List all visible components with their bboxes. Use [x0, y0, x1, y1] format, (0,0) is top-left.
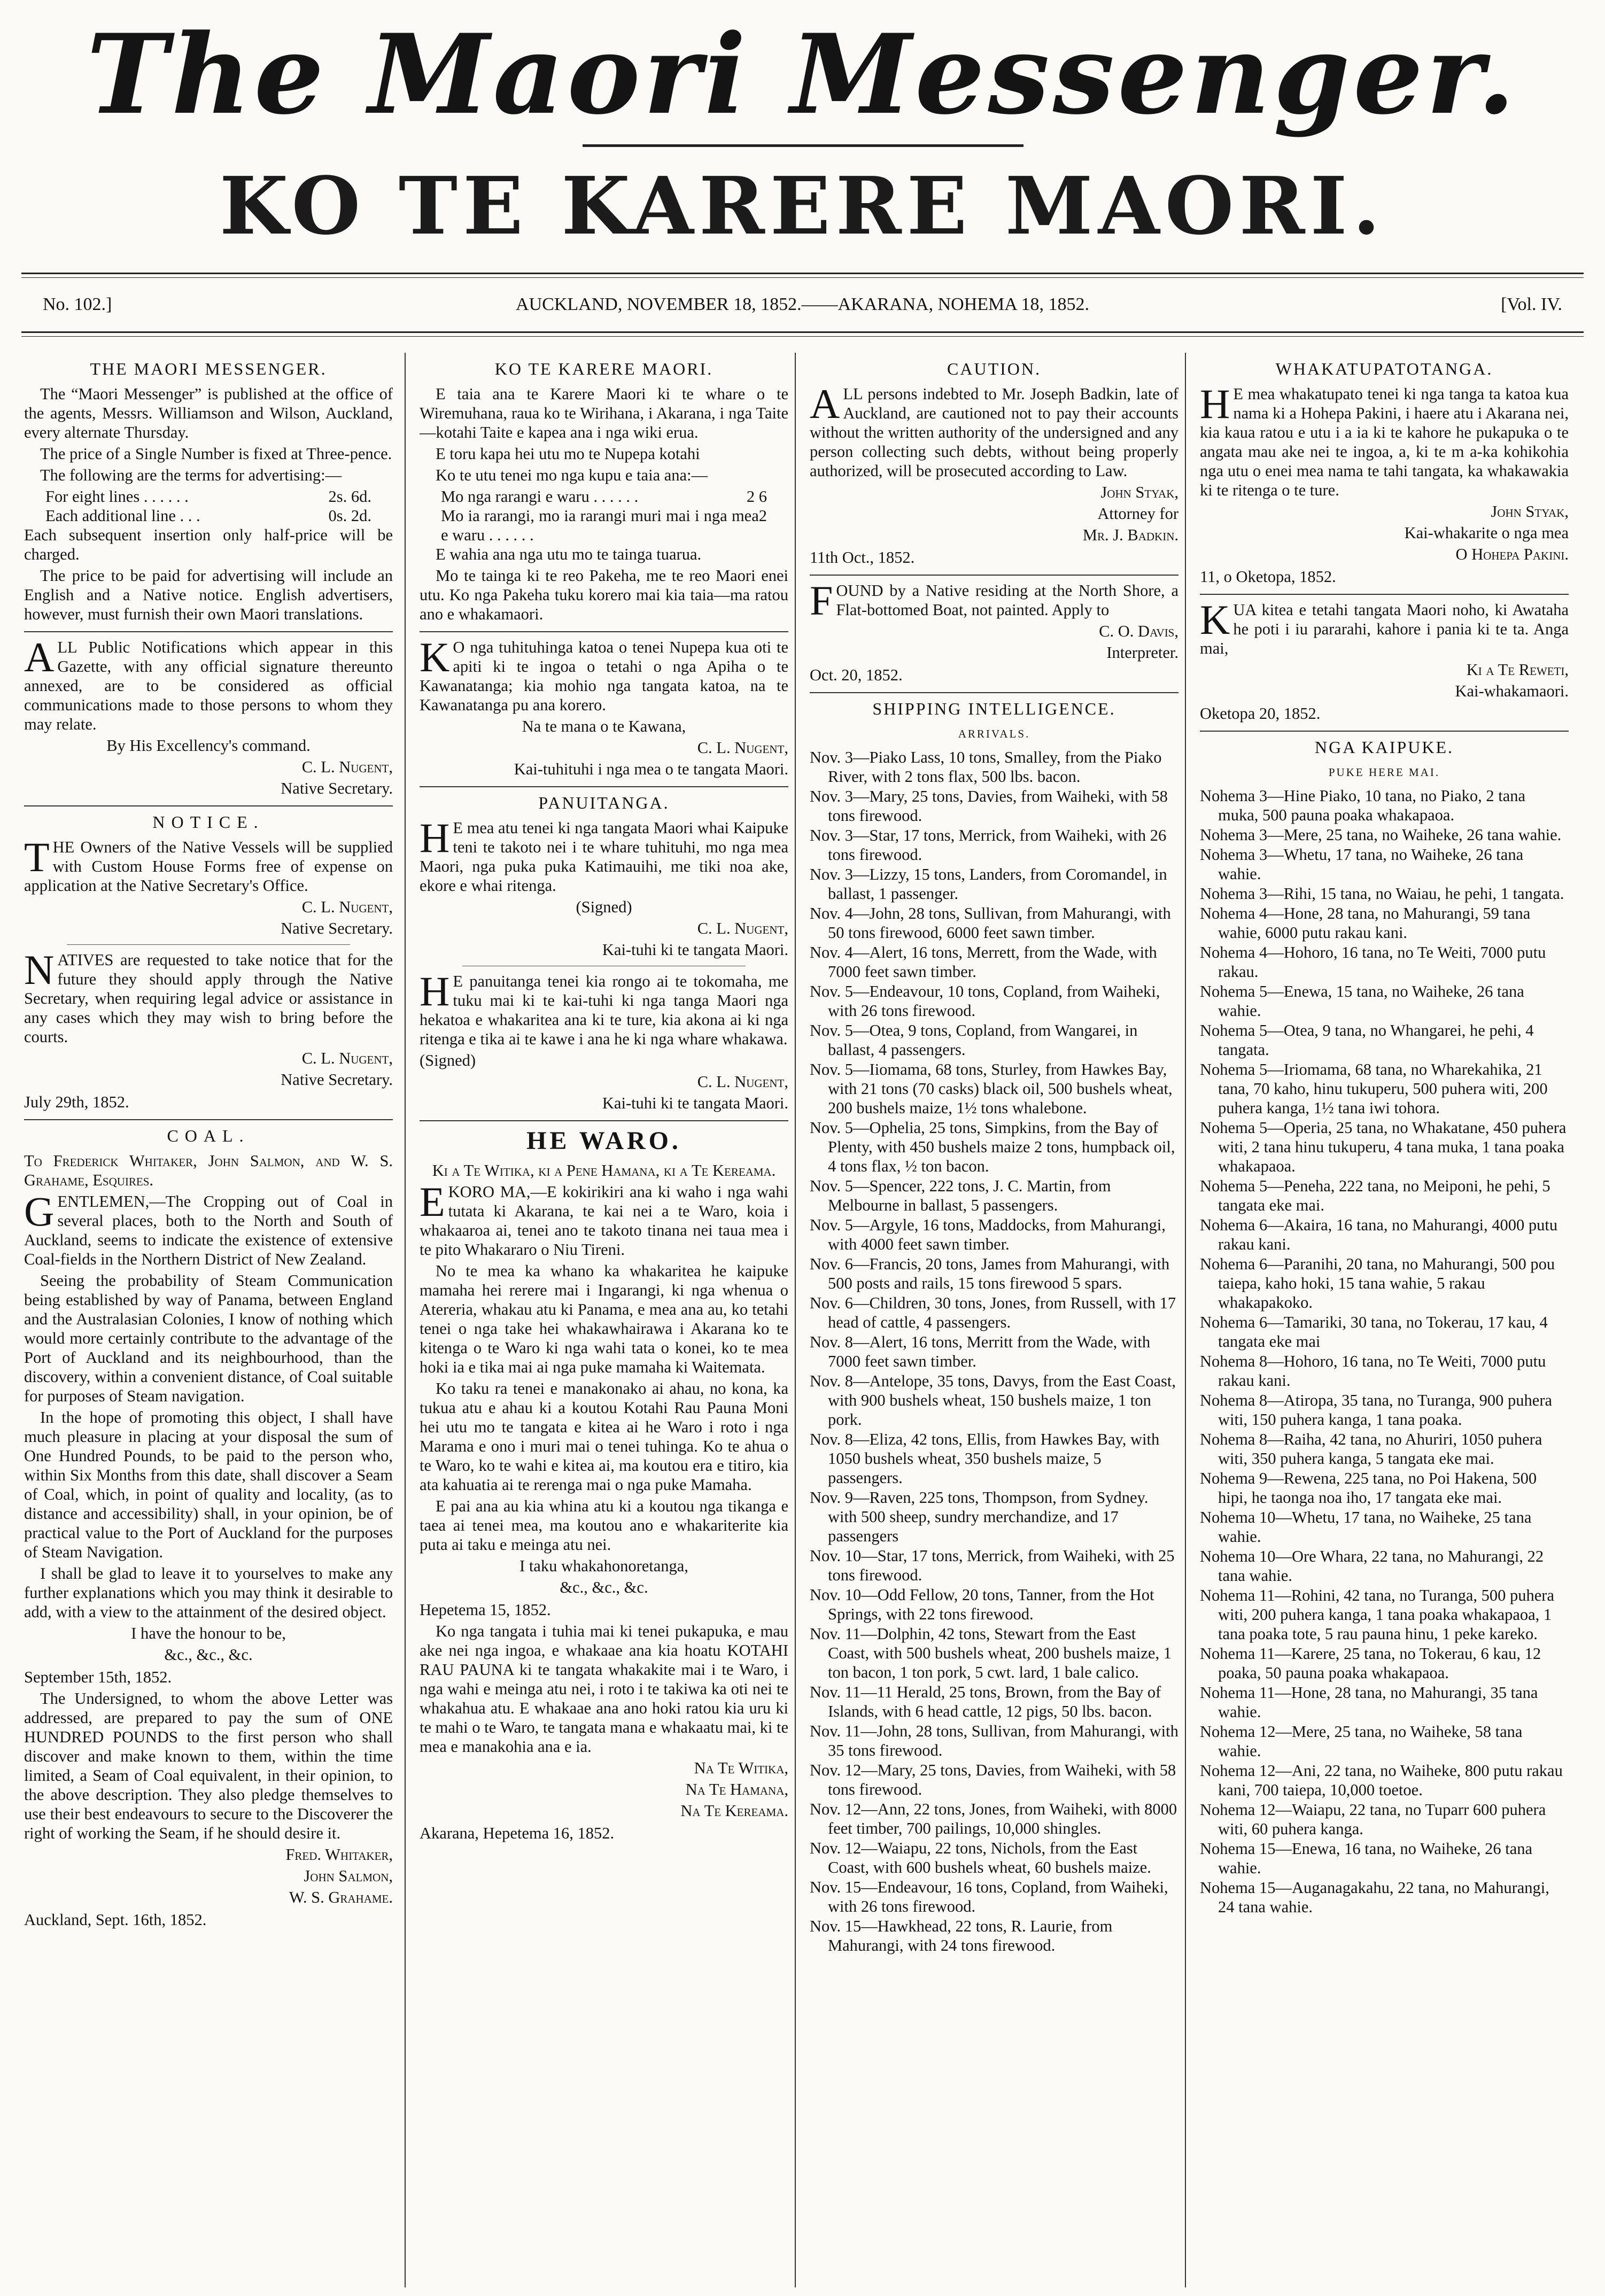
- rate-value: 2 6: [746, 487, 767, 506]
- section-rule: [67, 944, 350, 945]
- paragraph: The following are the terms for advertising:—: [40, 466, 342, 484]
- arrival-entry: Nohema 10—Ore Whara, 22 tana, no Mahurangi, 22 tana wahie.: [1200, 1547, 1544, 1585]
- section-rule: [420, 786, 788, 787]
- issue-date: AUCKLAND, NOVEMBER 18, 1852.——AKARANA, NOHEMA 18, 1852.: [516, 294, 1089, 314]
- arrival-entry: Nohema 6—Akaira, 16 tana, no Mahurangi, 4000 putu rakau kani.: [1200, 1216, 1558, 1253]
- arrival-entry: Nohema 11—Rohini, 42 tana, no Turanga, 500 puhera witi, 200 puhera kanga, 1 tana poaka whakapaoa, 1 tana poaka tote, 5 rau pauna hinu, 1 peke kareko.: [1200, 1586, 1555, 1643]
- paragraph: KO nga tuhituhinga katoa o tenei Nupepa kua oti te apiti ki te ingoa o tetahi o nga Apiha o te Kawanatanga; kia mohio nga tangata katoa, na te Kawanatanga pu ana korero.: [420, 634, 788, 714]
- addressee: To Frederick Whitaker, John Salmon, and W. S. Grahame, Esquires.: [24, 1152, 393, 1189]
- paragraph: The price of a Single Number is fixed at Three-pence.: [40, 445, 392, 463]
- date: July 29th, 1852.: [24, 1093, 129, 1111]
- paragraph: No te mea ka whano ka whakaritea he kaipuke mamaha hei rerere mai i Ingarangi, ki nga whenua o Atereria, whakau atu ki Panama, e mea ana au, ko tetahi tenei o nga take hei whakawhairawa i Akarana ko te kitenga o te Waro ki nga wahi tata o konei, ko te mea hoki ia e tika mai ai nga puke mamaha ki Waitemata.: [420, 1262, 788, 1376]
- arrival-entry: Nov. 15—Endeavour, 16 tons, Copland, from Waiheki, with 26 tons firewood.: [810, 1878, 1168, 1915]
- arrival-entry: Nohema 11—Karere, 25 tana, no Tokerau, 6 kau, 12 poaka, 50 pauna poaka whakapaoa.: [1200, 1645, 1541, 1682]
- newspaper-title: The Maori Messenger.: [86, 11, 1519, 139]
- column-4: [1200, 355, 1569, 2287]
- header-rule-bottom: [21, 331, 1584, 337]
- arrival-entry: Nov. 3—Star, 17 tons, Merrick, from Waiheki, with 26 tons firewood.: [810, 826, 1167, 864]
- arrival-entry: Nov. 8—Eliza, 42 tons, Ellis, from Hawkes Bay, with 1050 bushels wheat, 350 bushels maize, 5 passengers.: [810, 1430, 1160, 1487]
- addressee: Ki a Te Witika, ki a Pene Hamana, ki a Te Kereama.: [432, 1161, 776, 1180]
- arrival-entry: Nohema 15—Auganagakahu, 22 tana, no Mahurangi, 24 tana wahie.: [1200, 1879, 1549, 1916]
- rate-value: 2: [758, 507, 767, 525]
- signature-title: Interpreter.: [1106, 643, 1178, 662]
- paragraph: HE panuitanga tenei kia rongo ai te tokomaha, me tuku mai ki te kai-tuhi ki nga tanga Maori nga hekatoa e whakaritea ana ki te ture, kia akona ai ki nga ritenga e tika ai te kawe i ana he ki nga whare whakawa.: [420, 968, 788, 1048]
- column-3: [810, 355, 1178, 2287]
- arrival-entry: Nohema 8—Atiropa, 35 tana, no Turanga, 900 puhera witi, 150 puhera kanga, 1 tana poaka.: [1200, 1391, 1553, 1429]
- arrival-entry: Nohema 3—Hine Piako, 10 tana, no Piako, 2 tana muka, 500 pauna poaka whakapaoa.: [1200, 787, 1526, 824]
- signature: C. L. Nugent,: [697, 919, 788, 937]
- arrival-entry: Nov. 11—11 Herald, 25 tons, Brown, from the Bay of Islands, with 6 head cattle, 12 pigs, 50 lbs. bacon.: [810, 1683, 1161, 1720]
- arrival-entry: Nohema 6—Paranihi, 20 tana, no Mahurangi, 500 pou taiepa, kaho hoki, 15 tana wahie, 5 rakau whakapakoko.: [1200, 1255, 1555, 1312]
- arrival-entry: Nov. 4—John, 28 tons, Sullivan, from Mahurangi, with 50 tons firewood, 6000 feet sawn timber.: [810, 904, 1171, 942]
- column-divider: [1185, 353, 1186, 2287]
- arrival-entry: Nohema 15—Enewa, 16 tana, no Waiheke, 26 tana wahie.: [1200, 1840, 1533, 1877]
- signature: John Salmon,: [304, 1867, 393, 1885]
- paragraph: In the hope of promoting this object, I shall have much pleasure in placing at your disposal the sum of One Hundred Pounds, to be paid to the person who, within Six Months from this date, shall discover a Seam of Coal, which, in point of quality and locality, (as to distance and accessibility) shall, in your opinion, be of practical value to the Port of Auckland for the purposes of Steam Navigation.: [24, 1408, 393, 1561]
- arrival-entry: Nov. 3—Piako Lass, 10 tons, Smalley, from the Piako River, with 2 tons flax, 500 lbs. bacon.: [810, 748, 1162, 786]
- arrival-entry: Nov. 12—Ann, 22 tons, Jones, from Waiheki, with 8000 feet timber, 700 pailings, 10,000 shingles.: [810, 1800, 1177, 1837]
- paragraph: E pai ana au kia whina atu ki a koutou nga tikanga e taea ai tenei mea, ma koutou ano e whakariterite kia puta ai taku e meinga atu nei.: [420, 1497, 788, 1554]
- rate-row: [24, 487, 393, 506]
- paragraph: &c., &c., &c.: [560, 1578, 648, 1596]
- paragraph: I shall be glad to leave it to yourselves to make any further explanations which you may think it desirable to add, with a view to the attainment of the desired object.: [24, 1564, 393, 1621]
- signature-title: Native Secretary.: [281, 779, 393, 797]
- arrival-entry: Nohema 10—Whetu, 17 tana, no Waiheke, 25 tana wahie.: [1200, 1508, 1532, 1546]
- signature: C. L. Nugent,: [697, 1073, 788, 1091]
- arrival-entry: Nohema 12—Waiapu, 22 tana, no Tuparr 600 puhera witi, 60 puhera kanga.: [1200, 1801, 1546, 1838]
- paragraph: HE mea atu tenei ki nga tangata Maori whai Kaipuke teni te takoto nei i te whare tuhituhi, mo nga mea Maori, nga puka puka Katimauihi, me tiki noa ake, ekore e whai ritenga.: [420, 815, 788, 895]
- signature-title: Kai-tuhi ki te tangata Maori.: [602, 1094, 788, 1112]
- section-rule: [1200, 731, 1569, 732]
- volume-number: [Vol. IV.: [1501, 294, 1562, 314]
- paragraph: E wahia ana nga utu mo te tainga tuarua.: [436, 545, 702, 563]
- arrival-entry: Nohema 5—Operia, 25 tana, no Whakatane, 450 puhera witi, 2 tana hinu tukuperu, 4 tana muka, 1 tana poaka whakapaoa.: [1200, 1119, 1567, 1175]
- arrival-entry: Nov. 9—Raven, 225 tons, Thompson, from Sydney. with 500 sheep, sundry merchandize, and 17 passengers: [810, 1488, 1149, 1545]
- date: Akarana, Hepetema 16, 1852.: [420, 1824, 615, 1842]
- column-divider: [405, 353, 406, 2287]
- paragraph: ALL Public Notifications which appear in this Gazette, with any official signature thereunto annexed, are to be considered as official communications made to those persons to whom they may relate.: [24, 634, 393, 733]
- date: 11, o Oketopa, 1852.: [1200, 568, 1336, 586]
- section-rule: [810, 692, 1178, 693]
- rate-label: For eight lines . . . . . .: [45, 487, 189, 506]
- arrival-entry: Nov. 6—Francis, 20 tons, James from Mahurangi, with 500 posts and rails, 15 tons firewood 5 spars.: [810, 1255, 1170, 1292]
- date: Oct. 20, 1852.: [810, 666, 903, 684]
- rate-value: 0s. 2d.: [328, 507, 371, 525]
- paragraph: The “Maori Messenger” is published at the office of the agents, Messrs. Williamson and Wilson, Auckland, every alternate Thursday.: [24, 385, 393, 441]
- signature: Fred. Whitaker,: [285, 1845, 393, 1864]
- heading-he-waro: HE WARO.: [526, 1127, 681, 1155]
- column-divider: [795, 353, 796, 2287]
- signature-title: Mr. J. Badkin.: [1082, 526, 1178, 544]
- arrival-entry: Nohema 5—Iriomama, 68 tana, no Wharekahika, 21 tana, 70 kaho, hinu tukuperu, 500 puhera witi, 200 puhera kanga, 1½ tana iwi tohora.: [1200, 1060, 1548, 1117]
- heading-karere-maori: KO TE KARERE MAORI.: [494, 359, 714, 378]
- arrival-entry: Nov. 4—Alert, 16 tons, Merrett, from the Wade, with 7000 feet sawn timber.: [810, 943, 1157, 981]
- date: 11th Oct., 1852.: [810, 548, 915, 567]
- arrival-entry: Nov. 3—Mary, 25 tons, Davies, from Waiheki, with 58 tons firewood.: [810, 787, 1168, 825]
- arrival-entry: Nohema 3—Rihi, 15 tana, no Waiau, he pehi, 1 tangata.: [1200, 885, 1564, 903]
- paragraph: Ko taku ra tenei e manakonako ai ahau, no kona, ka tukua atu e ahau ki a koutou Kotahi Rau Pauna Moni hei utu mo te tangata e kitea ai he Waro i roto i nga Marama e ono i muri mai o tenei tuhinga. Ko te ahua o te Waro, ko te wahi e kitea ai, ma koutou era e titiro, kia ata kahuatia ai te rerenga mai o nga puke Mamaha.: [420, 1379, 788, 1494]
- arrival-entry: Nov. 5—Otea, 9 tons, Copland, from Wangarei, in ballast, 4 passengers.: [810, 1021, 1138, 1059]
- paragraph: I have the honour to be,: [131, 1624, 286, 1642]
- date: Oketopa 20, 1852.: [1200, 704, 1321, 723]
- arrival-entry: Nov. 5—Spencer, 222 tons, J. C. Martin, from Melbourne in ballast, 5 passengers.: [810, 1177, 1111, 1214]
- signature: Na Te Hamana,: [685, 1780, 788, 1798]
- signature: Na Te Witika,: [694, 1759, 788, 1777]
- arrival-entry: Nov. 11—John, 28 tons, Sullivan, from Mahurangi, with 35 tons firewood.: [810, 1722, 1178, 1759]
- section-rule: [24, 631, 393, 632]
- arrival-entry: Nohema 12—Ani, 22 tana, no Waiheke, 800 putu rakau kani, 700 taiepa, 10,000 toetoe.: [1200, 1762, 1563, 1799]
- paragraph: &c., &c., &c.: [164, 1646, 253, 1664]
- section-rule: [420, 631, 788, 632]
- section-rule: [24, 805, 393, 806]
- paragraph: Na te mana o te Kawana,: [522, 717, 686, 735]
- paragraph: NATIVES are requested to take notice that for the future they should apply through the Native Secretary, when requiring legal advice or assistance in any cases which they may wish to bring before the courts.: [24, 947, 393, 1046]
- dateline: [21, 289, 1584, 321]
- newspaper-subtitle: KO TE KARERE MAORI.: [219, 159, 1386, 252]
- signature-title: Kai-tuhituhi i nga mea o te tangata Maori.: [514, 760, 788, 778]
- rate-label: Each additional line . . .: [45, 507, 200, 525]
- signature: C. L. Nugent,: [301, 758, 393, 776]
- arrival-entry: Nohema 4—Hone, 28 tana, no Mahurangi, 59 tana wahie, 6000 putu rakau kani.: [1200, 904, 1531, 942]
- paragraph: The price to be paid for advertising will include an English and a Native notice. English advertisers, however, must furnish their own Maori translations.: [24, 567, 393, 623]
- signature: C. L. Nugent,: [301, 1049, 393, 1067]
- paragraph: EKORO MA,—E kokirikiri ana ki waho i nga wahi tutata ki Akarana, te kai nei a te Waro, koia i whakaaroa ai, tenei ano te takoto tinana nei taua mea i te pito Whakararo o Niu Tireni.: [420, 1178, 788, 1259]
- rate-label: Mo nga rarangi e waru . . . . . .: [441, 487, 639, 506]
- subheading-puke-here-mai: PUKE HERE MAI.: [1328, 766, 1440, 779]
- signature: C. L. Nugent,: [697, 739, 788, 757]
- arrival-entry: Nohema 9—Rewena, 225 tana, no Poi Hakena, 500 hipi, he taonga noa iho, 17 tangata eke mai.: [1200, 1469, 1537, 1507]
- signature: John Styak,: [1491, 502, 1569, 521]
- paragraph: HE mea whakatupato tenei ki nga tanga ta katoa kua nama ki a Hohepa Pakini, i haere atu i Akarana nei, kia kaua ratou e utu i a ia ki te kahore he pukapuka o te angata mau ake nei te ingoa, a, ki te m a-ka kohikohia nga utu o enei mea nama te tahi tangata, ka whakawakia ki te ritenga o te ture.: [1200, 381, 1569, 499]
- header-rule-top: [21, 273, 1584, 278]
- section-rule: [1200, 594, 1569, 595]
- paragraph: By His Excellency's command.: [106, 736, 311, 755]
- arrival-entry: Nov. 10—Star, 17 tons, Merrick, from Waiheki, with 25 tons firewood.: [810, 1547, 1175, 1584]
- signature-title: Kai-tuhi ki te tangata Maori.: [602, 941, 788, 959]
- signature: Ki a Te Reweti,: [1466, 661, 1569, 679]
- rate-row: [24, 506, 393, 525]
- paragraph: I taku whakahonoretanga,: [520, 1557, 688, 1575]
- paragraph: KUA kitea e tetahi tangata Maori noho, ki Awataha he poti i iu pararahi, kahore i pania ki te ta. Anga mai,: [1200, 596, 1569, 657]
- arrival-entry: Nov. 15—Hawkhead, 22 tons, R. Laurie, from Mahurangi, with 24 tons firewood.: [810, 1917, 1113, 1954]
- arrival-entry: Nohema 8—Raiha, 42 tana, no Ahuriri, 1050 puhera witi, 350 puhera kanga, 5 tangata eke mai.: [1200, 1430, 1542, 1468]
- arrival-entry: Nohema 12—Mere, 25 tana, no Waiheke, 58 tana wahie.: [1200, 1723, 1523, 1760]
- column-2: [420, 355, 788, 2287]
- arrivals-list: [1200, 786, 1569, 1917]
- arrival-entry: Nohema 3—Mere, 25 tana, no Waiheke, 26 tana wahie.: [1200, 826, 1562, 844]
- heading-whakatupatotanga: WHAKATUPATOTANGA.: [1275, 359, 1493, 378]
- paragraph: ALL persons indebted to Mr. Joseph Badkin, late of Auckland, are cautioned not to pay their accounts without the written authority of the undersigned and any person collecting such debts, without being properly authorized, will be prosecuted according to Law.: [810, 381, 1178, 480]
- signature-title: Kai-whakarite o nga mea: [1404, 524, 1569, 542]
- paragraph: Seeing the probability of Steam Communication being established by way of Panama, between England and the Australasian Colonies, I know of nothing which would more certainly contribute to the advantage of the Port of Auckland and its neighbourhood, than the discovery, within a convenient distance, of Coal suitable for purposes of Steam navigation.: [24, 1271, 393, 1405]
- paragraph: Each subsequent insertion only half-price will be charged.: [24, 526, 393, 563]
- date: Auckland, Sept. 16th, 1852.: [24, 1911, 207, 1929]
- signature-title: Attorney for: [1097, 505, 1178, 523]
- paragraph: Ko nga tangata i tuhia mai ki tenei pukapuka, e mau ake nei nga ingoa, e whakaae ana kia hoatu KOTAHI RAU PAUNA ki te tangata whakakite mai i te Waro, i nga wahi e meinga atu nei, i roto i te takiwa ka oti nei te whakahua atu. E whakaae ana ano hoki ratou kia uru ki te mahi o te Waro, te tangata mana e whakaatu mai, ki te mea e manakohia ana e ia.: [420, 1622, 788, 1756]
- paragraph: The Undersigned, to whom the above Letter was addressed, are prepared to pay the sum of ONE HUNDRED POUNDS to the first person who shall discover and make known to them, within the time limited, a Seam of Coal equivalent, in their opinion, to the above description. They also pledge themselves to use their best endeavours to secure to the Discoverer the right of working the Seam, if he should desire it.: [24, 1689, 393, 1842]
- heading-panuitanga: PANUITANGA.: [538, 793, 670, 812]
- heading-maori-messenger: THE MAORI MESSENGER.: [90, 359, 327, 378]
- section-rule: [420, 1120, 788, 1121]
- rate-row: [420, 487, 788, 506]
- arrival-entry: Nov. 3—Lizzy, 15 tons, Landers, from Coromandel, in ballast, 1 passenger.: [810, 865, 1167, 903]
- rate-row: [420, 506, 788, 545]
- arrival-entry: Nov. 12—Waiapu, 22 tons, Nichols, from the East Coast, with 600 bushels wheat, 60 bushels maize.: [810, 1839, 1151, 1876]
- arrival-entry: Nov. 8—Antelope, 35 tons, Davys, from the East Coast, with 900 bushels wheat, 150 bushels maize, 1 ton pork.: [810, 1372, 1176, 1429]
- paragraph: (Signed): [576, 898, 632, 916]
- paragraph: FOUND by a Native residing at the North Shore, a Flat-bottomed Boat, not painted. Apply to: [810, 577, 1178, 624]
- title-rule: [583, 144, 1024, 147]
- signature: C. L. Nugent,: [301, 898, 393, 916]
- paragraph: Mo te tainga ki te reo Pakeha, me te reo Maori enei utu. Ko nga Pakeha tuku korero mai kia taia—ma ratou ano e whakamaori.: [420, 567, 788, 623]
- paragraph: THE Owners of the Native Vessels will be supplied with Custom House Forms free of expense on application at the Native Secretary's Office.: [24, 834, 393, 895]
- arrival-entry: Nohema 5—Peneha, 222 tana, no Meiponi, he pehi, 5 tangata eke mai.: [1200, 1177, 1550, 1214]
- section-rule: [810, 575, 1178, 576]
- arrival-entry: Nov. 12—Mary, 25 tons, Davies, from Waiheki, with 58 tons firewood.: [810, 1761, 1176, 1798]
- arrivals-list: [810, 748, 1178, 1955]
- subheading-arrivals: ARRIVALS.: [958, 727, 1030, 740]
- arrival-entry: Nohema 8—Hohoro, 16 tana, no Te Weiti, 7000 putu rakau kani.: [1200, 1352, 1546, 1390]
- signature: C. O. Davis,: [1099, 622, 1178, 640]
- date: Hepetema 15, 1852.: [420, 1601, 551, 1619]
- arrival-entry: Nov. 10—Odd Fellow, 20 tons, Tanner, from the Hot Springs, with 22 tons firewood.: [810, 1586, 1154, 1623]
- heading-caution: CAUTION.: [947, 359, 1041, 378]
- section-rule: [24, 1119, 393, 1120]
- signature-title: O Hohepa Pakini.: [1455, 545, 1569, 563]
- heading-nga-kaipuke: NGA KAIPUKE.: [1315, 738, 1454, 757]
- paragraph: (Signed): [420, 1051, 476, 1069]
- paragraph: E taia ana te Karere Maori ki te whare o te Wiremuhana, raua ko te Wirihana, i Akarana, i nga Taite—kotahi Taite e kapea ana i nga wiki erua.: [420, 385, 788, 441]
- heading-shipping: SHIPPING INTELLIGENCE.: [872, 699, 1116, 718]
- rate-value: 2s. 6d.: [328, 487, 371, 506]
- signature: John Styak,: [1100, 483, 1178, 501]
- rate-label: Mo ia rarangi, mo ia rarangi muri mai i nga mea e waru . . . . . .: [441, 507, 759, 544]
- arrival-entry: Nov. 5—Iiomama, 68 tons, Sturley, from Hawkes Bay, with 21 tons (70 casks) black oil, 500 bushels wheat, 200 bushels maize, 1½ tons whalebone.: [810, 1060, 1173, 1117]
- arrival-entry: Nov. 8—Alert, 16 tons, Merritt from the Wade, with 7000 feet sawn timber.: [810, 1333, 1151, 1370]
- arrival-entry: Nov. 5—Endeavour, 10 tons, Copland, from Waiheki, with 26 tons firewood.: [810, 982, 1160, 1020]
- arrival-entry: Nohema 11—Hone, 28 tana, no Mahurangi, 35 tana wahie.: [1200, 1684, 1538, 1721]
- heading-notice: NOTICE.: [152, 812, 265, 832]
- signature-title: Kai-whakamaori.: [1455, 682, 1569, 700]
- signature-title: Native Secretary.: [281, 919, 393, 937]
- paragraph: Ko te utu tenei mo nga kupu e taia ana:—: [436, 466, 708, 484]
- paragraph: E toru kapa hei utu mo te Nupepa kotahi: [436, 445, 700, 463]
- paragraph: GENTLEMEN,—The Cropping out of Coal in several places, both to the North and South of Auckland, seems to indicate the existence of extensive Coal-fields in the Northern District of New Zealand.: [24, 1188, 393, 1268]
- arrival-entry: Nohema 4—Hohoro, 16 tana, no Te Weiti, 7000 putu rakau.: [1200, 943, 1546, 981]
- arrival-entry: Nohema 3—Whetu, 17 tana, no Waiheke, 26 tana wahie.: [1200, 846, 1524, 883]
- arrival-entry: Nov. 6—Children, 30 tons, Jones, from Russell, with 17 head of cattle, 4 passengers.: [810, 1294, 1176, 1331]
- signature-title: Native Secretary.: [281, 1071, 393, 1089]
- arrival-entry: Nohema 5—Otea, 9 tana, no Whangarei, he pehi, 4 tangata.: [1200, 1021, 1534, 1059]
- signature: W. S. Grahame.: [289, 1888, 393, 1906]
- heading-coal: COAL.: [167, 1126, 250, 1145]
- arrival-entry: Nohema 5—Enewa, 15 tana, no Waiheke, 26 tana wahie.: [1200, 982, 1524, 1020]
- masthead: [0, 0, 1605, 353]
- arrival-entry: Nohema 6—Tamariki, 30 tana, no Tokerau, 17 kau, 4 tangata eke mai: [1200, 1313, 1548, 1351]
- signature: Na Te Kereama.: [680, 1802, 788, 1820]
- date: September 15th, 1852.: [24, 1668, 172, 1686]
- arrival-entry: Nov. 5—Argyle, 16 tons, Maddocks, from Mahurangi, with 4000 feet sawn timber.: [810, 1216, 1166, 1253]
- column-1: [24, 355, 393, 2287]
- arrival-entry: Nov. 5—Ophelia, 25 tons, Simpkins, from the Bay of Plenty, with 450 bushels maize 2 tons, humpback oil, 4 tons flax, ½ ton bacon.: [810, 1119, 1175, 1175]
- issue-number: No. 102.]: [43, 294, 112, 314]
- arrival-entry: Nov. 11—Dolphin, 42 tons, Stewart from the East Coast, with 500 bushels wheat, 200 bushels maize, 1 ton bacon, 1 ton pork, 5 cwt. lard, 1 bale calico.: [810, 1625, 1172, 1681]
